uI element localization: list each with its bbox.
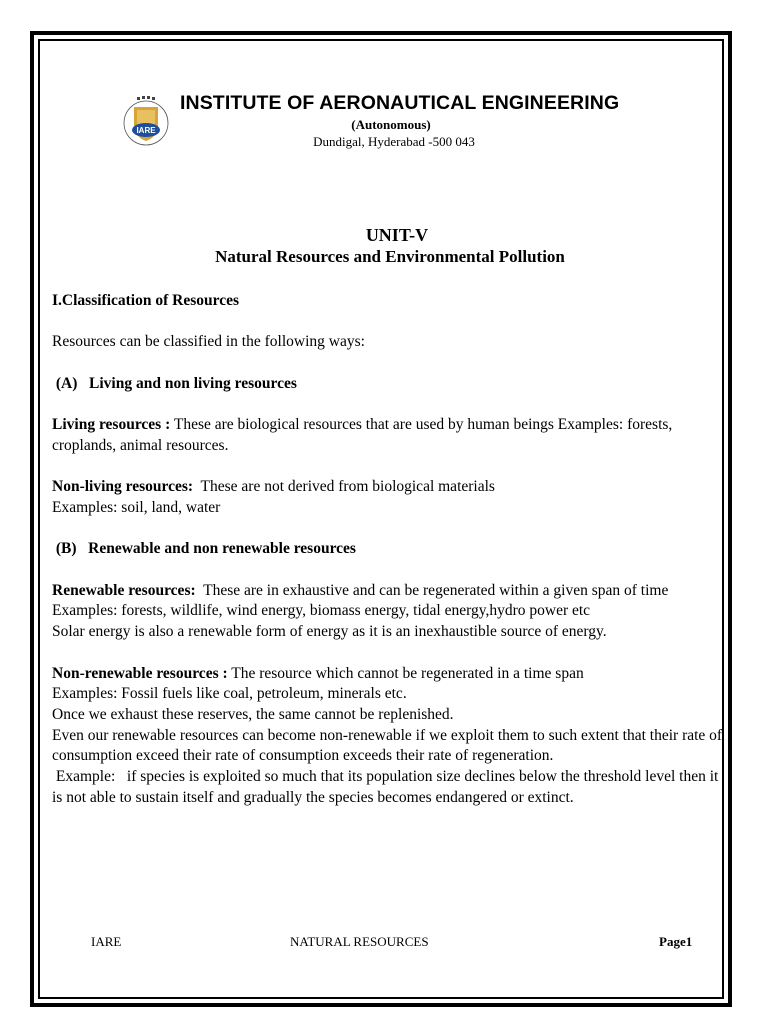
- autonomous-label: (Autonomous): [351, 117, 431, 132]
- example-paragraph: Example: if species is exploited so much that its population size declines below the threshold level then it is not able to sustain itself and gradually the species becomes endangered or extinct.: [52, 768, 723, 806]
- renewable-examples: Examples: forests, wildlife, wind energy, biomass energy, tidal energy,hydro power etc: [52, 602, 591, 620]
- unit-title: Natural Resources and Environmental Pollution: [215, 247, 565, 266]
- living-text: These are biological resources that are used by human beings Examples: forests, croplands, animal resources.: [52, 416, 673, 454]
- institute-address: Dundigal, Hyderabad -500 043: [313, 134, 475, 149]
- nonrenewable-label: Non-renewable resources :: [52, 664, 228, 682]
- institute-name: INSTITUTE OF AERONAUTICAL ENGINEERING: [180, 92, 620, 114]
- nonliving-text: These are not derived from biological materials: [193, 478, 495, 496]
- living-paragraph: [52, 415, 724, 456]
- unit-heading: UNIT-V: [365, 225, 429, 245]
- living-label: Living resources :: [52, 416, 171, 434]
- intro-text: Resources can be classified in the following ways:: [52, 333, 365, 351]
- footer-center: NATURAL RESOURCES: [290, 934, 429, 949]
- renewable-paragraph: [52, 581, 724, 602]
- nonrenewable-examples: Examples: Fossil fuels like coal, petroleum, minerals etc.: [52, 685, 407, 703]
- subheading-a: (A) Living and non living resources: [52, 374, 297, 392]
- nonrenewable-paragraph: [52, 664, 724, 685]
- section-heading: I.Classification of Resources: [52, 292, 239, 309]
- nonrenewable-line3: Even our renewable resources can become non-renewable if we exploit them to such extent that their rate of consumption exceed their rate of consumption exceeds their rate of regeneration.: [52, 726, 738, 765]
- nonliving-label: Non-living resources:: [52, 478, 194, 496]
- nonliving-paragraph: [52, 477, 724, 498]
- subheading-b: (B) Renewable and non renewable resources: [52, 540, 356, 558]
- nonliving-examples: Examples: soil, land, water: [52, 498, 221, 516]
- renewable-text: These are in exhaustive and can be regenerated within a given span of time: [195, 581, 669, 599]
- logo-text: IARE: [136, 126, 156, 135]
- nonrenewable-line2: Once we exhaust these reserves, the same cannot be replenished.: [52, 705, 454, 723]
- footer-left: IARE: [91, 934, 122, 949]
- nonrenewable-text: The resource which cannot be regenerated in a time span: [227, 664, 584, 682]
- renewable-label: Renewable resources:: [52, 581, 196, 599]
- footer-page-number: Page1: [659, 934, 693, 949]
- renewable-solar: Solar energy is also a renewable form of energy as it is an inexhaustible source of energy.: [52, 623, 607, 641]
- document-body: [52, 291, 738, 808]
